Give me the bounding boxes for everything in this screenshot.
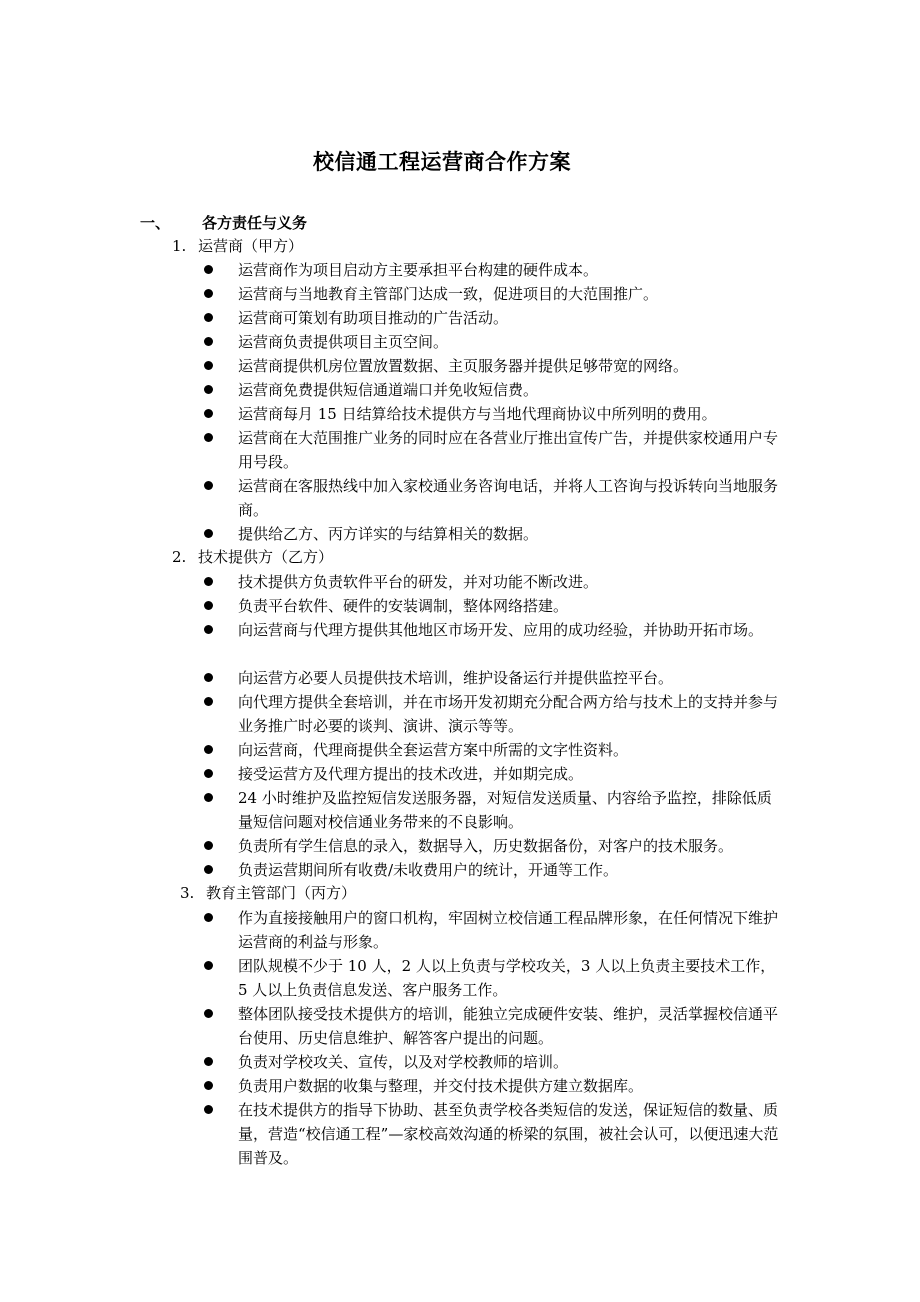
list-item: 运营商在大范围推广业务的同时应在各营业厅推出宣传广告，并提供家校通用户专用号段。	[204, 426, 784, 474]
list-item: 运营商作为项目启动方主要承担平台构建的硬件成本。	[204, 258, 784, 282]
list-item: 运营商在客服热线中加入家校通业务咨询电话，并将人工咨询与投诉转向当地服务商。	[204, 474, 784, 522]
list-item: 负责所有学生信息的录入，数据导入，历史数据备份，对客户的技术服务。	[204, 834, 784, 858]
bullet-icon	[204, 481, 213, 490]
list-item: 作为直接接触用户的窗口机构，牢固树立校信通工程品牌形象，在任何情况下维护运营商的利益与形象。	[204, 906, 784, 954]
bullet-icon	[204, 745, 213, 754]
section-title: 各方责任与义务	[202, 214, 308, 232]
party-heading-1: 1. 运营商（甲方）	[172, 237, 304, 255]
page-title: 校信通工程运营商合作方案	[313, 150, 571, 174]
list-item: 整体团队接受技术提供方的培训，能独立完成硬件安装、维护，灵活掌握校信通平台使用、历史信息维护、解答客户提出的问题。	[204, 1002, 784, 1050]
list-item: 运营商免费提供短信通道端口并免收短信费。	[204, 378, 784, 402]
list-item: 运营商每月 15 日结算给技术提供方与当地代理商协议中所列明的费用。	[204, 402, 784, 426]
bullet-icon	[204, 433, 213, 442]
bullet-icon	[204, 361, 213, 370]
section-heading	[140, 212, 307, 233]
list-item: 技术提供方负责软件平台的研发，并对功能不断改进。	[204, 570, 784, 594]
bullet-icon	[204, 865, 213, 874]
list-item: 运营商提供机房位置放置数据、主页服务器并提供足够带宽的网络。	[204, 354, 784, 378]
list-item: 在技术提供方的指导下协助、甚至负责学校各类短信的发送，保证短信的数量、质量，营造“校信通工程”—家校高效沟通的桥梁的氛围，被社会认可，以便迅速大范围普及。	[204, 1098, 784, 1170]
bullet-icon	[204, 313, 213, 322]
bullet-icon	[204, 841, 213, 850]
list-item: 负责对学校攻关、宣传，以及对学校教师的培训。	[204, 1050, 784, 1074]
bullet-icon	[204, 529, 213, 538]
list-item: 向运营商，代理商提供全套运营方案中所需的文字性资料。	[204, 738, 784, 762]
bullet-icon	[204, 601, 213, 610]
list-item: 负责用户数据的收集与整理，并交付技术提供方建立数据库。	[204, 1074, 784, 1098]
list-item: 运营商与当地教育主管部门达成一致，促进项目的大范围推广。	[204, 282, 784, 306]
list-item: 向运营商与代理方提供其他地区市场开发、应用的成功经验，并协助开拓市场。	[204, 618, 784, 642]
bullet-icon	[204, 1057, 213, 1066]
bullet-icon	[204, 1105, 213, 1114]
bullet-icon	[204, 913, 213, 922]
list-item: 团队规模不少于 10 人，2 人以上负责与学校攻关，3 人以上负责主要技术工作，5 人以上负责信息发送、客户服务工作。	[204, 954, 784, 1002]
bullet-icon	[204, 769, 213, 778]
bullet-icon	[204, 577, 213, 586]
list-item: 负责平台软件、硬件的安装调制，整体网络搭建。	[204, 594, 784, 618]
section-number: 一、	[140, 214, 171, 232]
list-item: 提供给乙方、丙方详实的与结算相关的数据。	[204, 522, 784, 546]
list-item: 向代理方提供全套培训，并在市场开发初期充分配合两方给与技术上的支持并参与业务推广时必要的谈判、演讲、演示等等。	[204, 690, 784, 738]
list-item: 运营商负责提供项目主页空间。	[204, 330, 784, 354]
bullet-icon	[204, 265, 213, 274]
bullet-icon	[204, 1009, 213, 1018]
bullet-icon	[204, 697, 213, 706]
bullet-icon	[204, 409, 213, 418]
bullet-icon	[204, 625, 213, 634]
bullet-icon	[204, 673, 213, 682]
party-heading-2: 2. 技术提供方（乙方）	[172, 548, 334, 566]
list-item: 运营商可策划有助项目推动的广告活动。	[204, 306, 784, 330]
list-item: 接受运营方及代理方提出的技术改进，并如期完成。	[204, 762, 784, 786]
party-heading-3: 3. 教育主管部门（丙方）	[180, 884, 357, 902]
bullet-icon	[204, 337, 213, 346]
list-item: 24 小时维护及监控短信发送服务器，对短信发送质量、内容给予监控，排除低质量短信问题对校信通业务带来的不良影响。	[204, 786, 784, 834]
bullet-icon	[204, 961, 213, 970]
bullet-icon	[204, 1081, 213, 1090]
bullet-icon	[204, 289, 213, 298]
list-item: 负责运营期间所有收费/未收费用户的统计，开通等工作。	[204, 858, 784, 882]
list-item: 向运营方必要人员提供技术培训，维护设备运行并提供监控平台。	[204, 666, 784, 690]
bullet-icon	[204, 793, 213, 802]
bullet-icon	[204, 385, 213, 394]
